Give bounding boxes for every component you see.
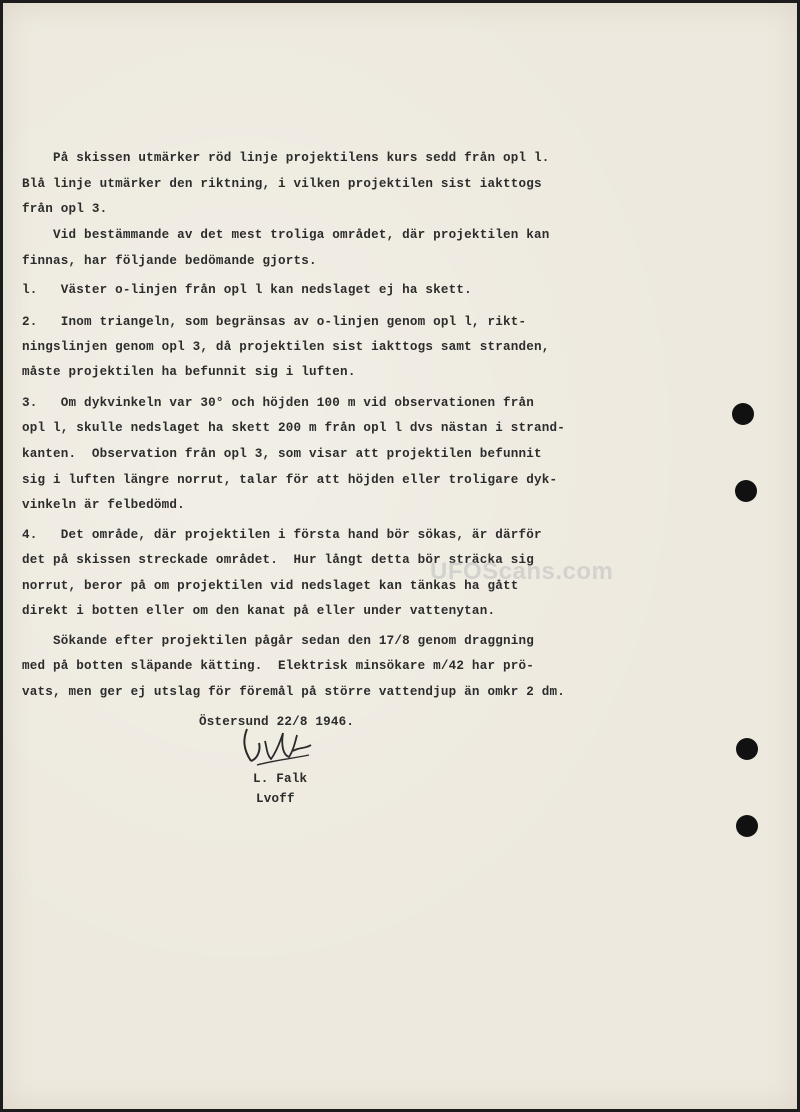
- punch-hole: [735, 480, 757, 502]
- text-line: vats, men ger ej utslag för föremål på större vattendjup än omkr 2 dm.: [22, 685, 566, 699]
- text-line: opl l, skulle nedslaget ha skett 200 m från opl l dvs nästan i strand-: [22, 421, 566, 435]
- text-line: sig i luften längre norrut, talar för att höjden eller troligare dyk-: [22, 473, 558, 487]
- text-line: med på botten släpande kätting. Elektrisk minsökare m/42 har prö-: [22, 659, 534, 673]
- text-line: det på skissen streckade området. Hur långt detta bör sträcka sig: [22, 553, 534, 567]
- text-line: Blå linje utmärker den riktning, i vilken projektilen sist iakttogs: [22, 177, 542, 191]
- text-line: Lvoff: [256, 792, 295, 806]
- text-line: 3. Om dykvinkeln var 30° och höjden 100 m vid observationen från: [22, 396, 534, 410]
- text-line: norrut, beror på om projektilen vid nedslaget kan tänkas ha gått: [22, 579, 519, 593]
- document-page: [3, 3, 797, 1109]
- handwritten-signature: [237, 721, 317, 769]
- text-line: från opl 3.: [22, 202, 108, 216]
- punch-hole: [736, 738, 758, 760]
- text-line: kanten. Observation från opl 3, som visar att projektilen befunnit: [22, 447, 542, 461]
- text-line: måste projektilen ha befunnit sig i luften.: [22, 365, 356, 379]
- text-line: L. Falk: [253, 772, 308, 786]
- watermark: UFOScans.com: [430, 558, 614, 585]
- punch-hole: [732, 403, 754, 425]
- text-line: 2. Inom triangeln, som begränsas av o-linjen genom opl l, rikt-: [22, 315, 527, 329]
- text-line: l. Väster o-linjen från opl l kan nedslaget ej ha skett.: [22, 283, 472, 297]
- text-line: Vid bestämmande av det mest troliga området, där projektilen kan: [22, 228, 550, 242]
- text-line: vinkeln är felbedömd.: [22, 498, 185, 512]
- text-line: Sökande efter projektilen pågår sedan den 17/8 genom draggning: [22, 634, 534, 648]
- text-line: På skissen utmärker röd linje projektilens kurs sedd från opl l.: [22, 151, 550, 165]
- punch-hole: [736, 815, 758, 837]
- text-line: 4. Det område, där projektilen i första hand bör sökas, är därför: [22, 528, 542, 542]
- text-line: direkt i botten eller om den kanat på eller under vattenytan.: [22, 604, 496, 618]
- text-line: finnas, har följande bedömande gjorts.: [22, 254, 317, 268]
- text-line: ningslinjen genom opl 3, då projektilen sist iakttogs samt stranden,: [22, 340, 550, 354]
- text-line: Östersund 22/8 1946.: [199, 715, 355, 729]
